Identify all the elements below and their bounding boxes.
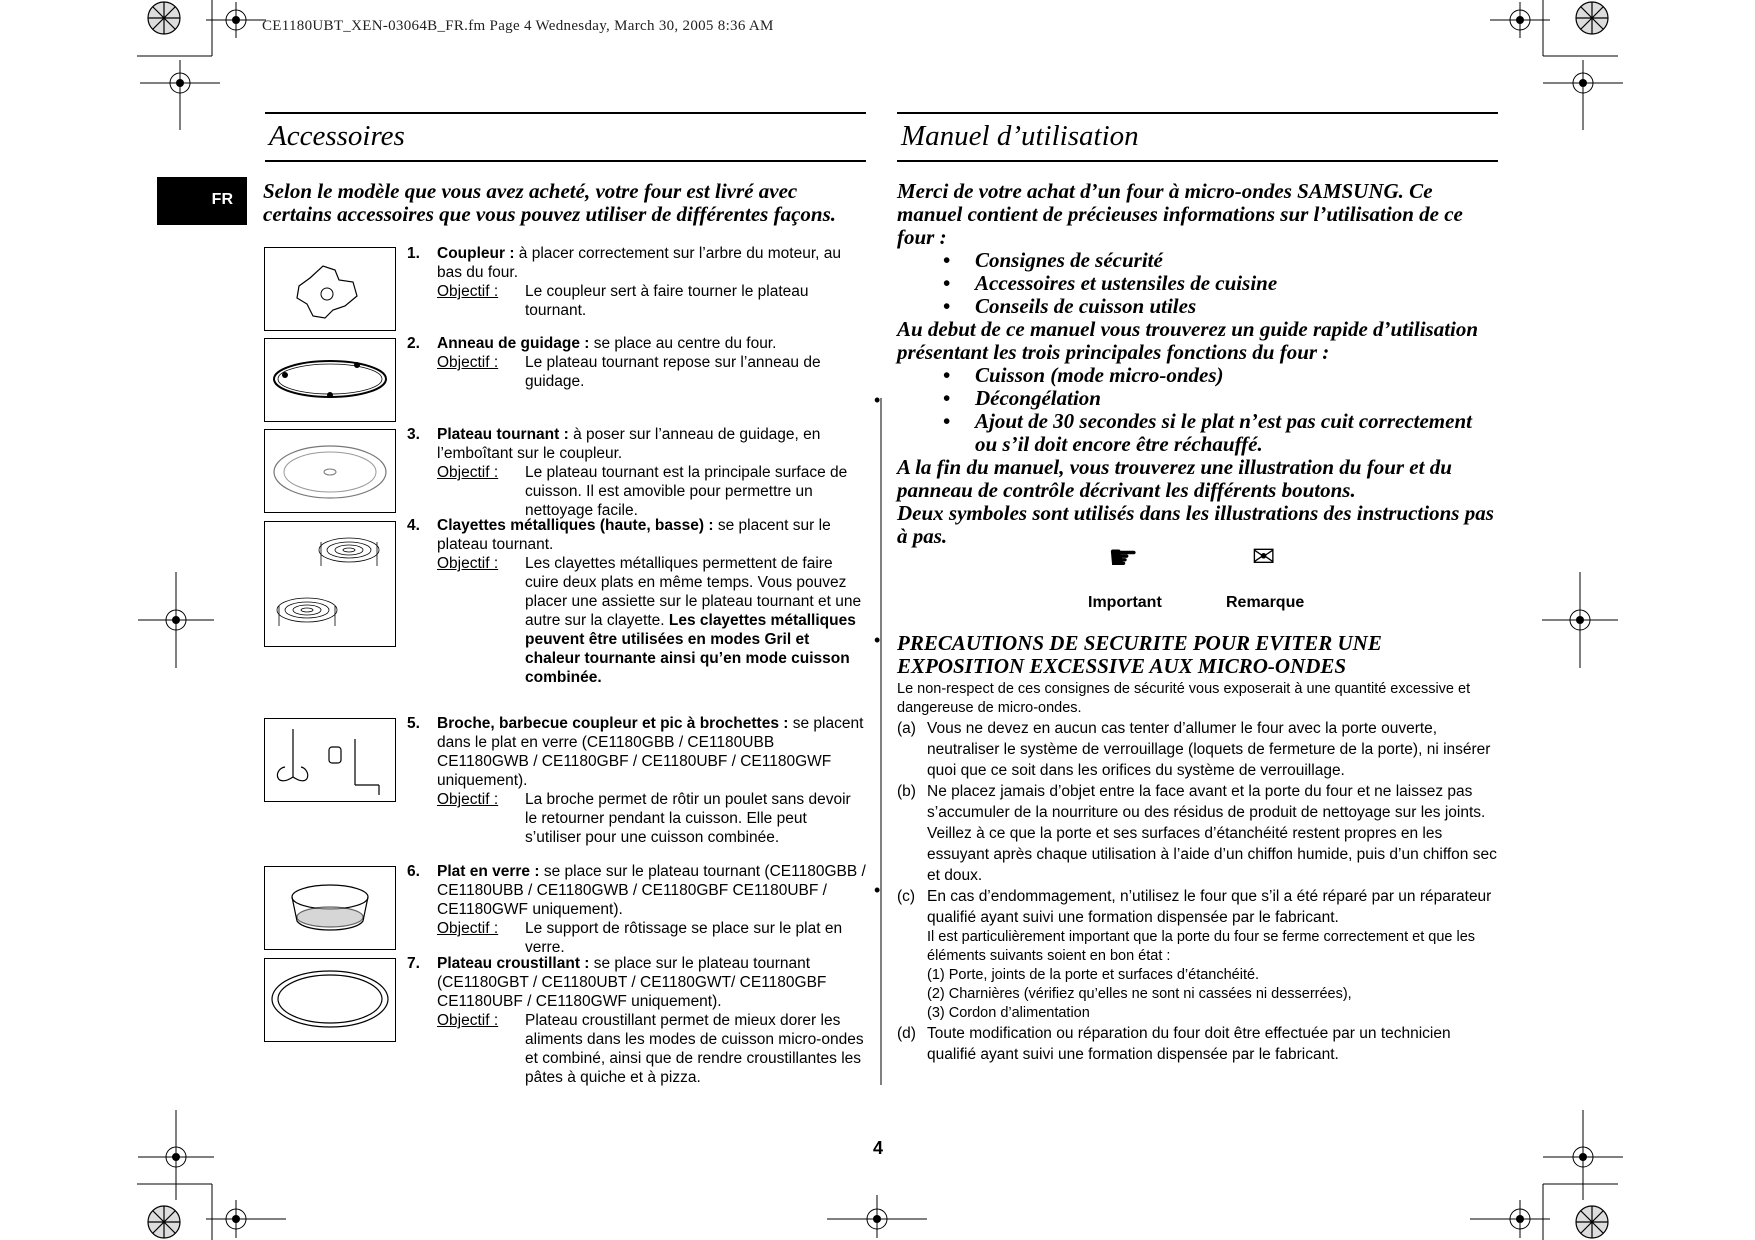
manual-intro: Merci de votre achat d’un four à micro-ondes SAMSUNG. Ce manuel contient de précieuses informations sur l’utilisation de ce four : • Consignes de sécurité • Accessoires et ustensiles de cuisine • Conseils de cuisson utiles Au debut de ce manuel vous trouverez un guide rapide d’utilisation présentant les trois principales fonctions du four : • Cuisson (mode micro-ondes) • Décongélation • Ajout de 30 secondes si le plat n’est pas cuit correctement ou s’il doit encore être réchauffé. A la fin du manuel, vous trouverez une illustration du four et du panneau de contrôle décrivant les différents boutons. Deux symboles sont utilisés dans les illustrations des instructions pas à pas. — [897, 180, 1497, 548]
page-number: 4 — [873, 1138, 884, 1158]
important-label: Important — [1088, 594, 1162, 611]
bullet-dot: • — [874, 390, 881, 410]
pointing-hand-icon: ☛ — [1108, 538, 1139, 578]
intro-bullet: • Cuisson (mode micro-ondes) — [897, 364, 1497, 387]
accessory-item: 3. Plateau tournant : à poser sur l’anneau de guidage, en l’emboîtant sur le coupleur. Objectif : Le plateau tournant est la principale surface de cuisson. Il est amovible pour permettre un nettoyage facile. — [407, 426, 848, 519]
accessory-item: 7. Plateau croustillant : se place sur le plateau tournant (CE1180GBT / CE1180UBT / CE1180GWT/ CE1180GBF CE1180UBF / CE1180GWF uniquement). Objectif : Plateau croustillant permet de mieux dorer les aliments dans les modes de cuisson micro-ondes et combiné, ainsi que de rendre croustillantes les pâtes à quiche et à pizza. — [407, 955, 864, 1086]
metal-racks-image — [264, 521, 396, 647]
precaution-item: (a) Vous ne devez en aucun cas tenter d’allumer le four avec la porte ouverte, neutraliser le système de verrouillage (loquets de fermeture de la porte), ni insérer quoi que ce soit dans les orifices du système de verrouillage. — [897, 720, 1491, 779]
precaution-c-list-item: (2) Charnières (vérifiez qu’elles ne sont ni cassées ni desserrées), — [927, 986, 1352, 1002]
rotisserie-image — [264, 718, 396, 802]
precautions-body: Le non-respect de ces consignes de sécurité vous exposerait à une quantité excessive et dangereuse de micro-ondes. (a) Vous ne devez en aucun cas tenter d’allumer le four avec la porte ouverte, neutraliser le système de verrouillage (loquets de fermeture de la porte), ni insérer quoi que ce soit dans les orifices du système de verrouillage. (b) Ne placez jamais d’objet entre la face avant et la porte du four et ne laissez pas s’accumuler de la nourriture ou des résidus de produit de nettoyage sur les joints. Veillez à ce que la porte et ses surfaces d’étanchéité restent propres en les essuyant après chaque utilisation à l’aide d’un chiffon humide, puis d’un chiffon sec et doux. (c) En cas d’endommagement, n’utilisez le four que s’il a été réparé par un réparateur qualifié ayant suivi une formation dispensée par le fabricant. Il est particulièrement important que la porte du four se ferme correctement et que les éléments suivants soient en bon état : (1) Porte, joints de la porte et surfaces d’étanchéité. (2) Charnières (vérifiez qu’elles ne sont ni cassées ni desserrées), (3) Cordon d’alimentation (d) Toute modification ou réparation du four doit être effectuée par un technicien qualifié ayant suivi une formation dispensée par le fabricant. — [897, 681, 1497, 1063]
remark-label: Remarque — [1226, 594, 1305, 611]
accessories-intro: Selon le modèle que vous avez acheté, votre four est livré avec certains accessoires que vous pouvez utiliser de différentes façons. — [263, 179, 836, 226]
manual-title: Manuel d’utilisation — [897, 112, 1498, 162]
precaution-item: (c) En cas d’endommagement, n’utilisez le four que s’il a été réparé par un réparateur qualifié ayant suivi une formation dispensée par le fabricant. — [897, 888, 1492, 926]
accessories-title: Accessoires — [265, 112, 866, 162]
accessory-item: 4. Clayettes métalliques (haute, basse) : se placent sur le plateau tournant. Objectif : Les clayettes métalliques permettent de faire cuire deux plats en même temps. Vous pouvez placer une assiette sur le plateau tournant et une autre sur la clayette. Les clayettes métalliques peuvent être utilisées en modes Gril et chaleur tournante ainsi qu’en mode cuisson combinée. — [407, 517, 862, 686]
coupler-image — [264, 247, 396, 331]
precaution-item: (b) Ne placez jamais d’objet entre la face avant et la porte du four et ne laissez pas s’accumuler de la nourriture ou des résidus de produit de nettoyage sur les joints. Veillez à ce que la porte et ses surfaces d’étanchéité restent propres en les essuyant après chaque utilisation à l’aide d’un chiffon humide, puis d’un chiffon sec et doux. — [897, 783, 1497, 884]
intro-bullet: • Consignes de sécurité — [897, 249, 1497, 272]
accessory-item: 2. Anneau de guidage : se place au centre du four. Objectif : Le plateau tournant repose sur l’anneau de guidage. — [407, 335, 821, 390]
precaution-c-list-item: (3) Cordon d’alimentation — [927, 1005, 1090, 1021]
intro-bullet: • Accessoires et ustensiles de cuisine — [897, 272, 1497, 295]
precaution-item: (d) Toute modification ou réparation du four doit être effectuée par un technicien qualifié ayant suivi une formation dispensée par le fabricant. — [897, 1025, 1451, 1063]
precaution-c-note: Il est particulièrement important que la porte du four se ferme correctement et que les éléments suivants soient en bon état : — [927, 929, 1476, 964]
accessory-item: 5. Broche, barbecue coupleur et pic à brochettes : se placent dans le plat en verre (CE1180GBB / CE1180UBB CE1180GWB / CE1180GBF / CE1180UBF / CE1180GWF uniquement). Objectif : La broche permet de rôtir un poulet sans devoir le retourner pendant la cuisson. Elle peut s’utiliser pour une cuisson combinée. — [407, 715, 864, 846]
precaution-c-list-item: (1) Porte, joints de la porte et surfaces d’étanchéité. — [927, 967, 1260, 983]
language-tab: FR — [157, 177, 247, 225]
roller-ring-image — [264, 338, 396, 422]
envelope-icon: ✉ — [1252, 540, 1276, 573]
accessory-item: 6. Plat en verre : se place sur le plateau tournant (CE1180GBB / CE1180UBB / CE1180GWB / CE1180GBF CE1180UBF / CE1180GWF uniquement). Objectif : Le support de rôtissage se place sur le plat en verre. — [407, 863, 866, 956]
intro-bullet: • Conseils de cuisson utiles — [897, 295, 1497, 318]
intro-bullet: • Décongélation — [897, 387, 1497, 410]
file-header: CE1180UBT_XEN-03064B_FR.fm Page 4 Wednesday, March 30, 2005 8:36 AM — [262, 18, 774, 34]
intro-bullet: • Ajout de 30 secondes si le plat n’est pas cuit correctement ou s’il doit encore être réchauffé. — [897, 410, 1497, 456]
accessory-item: 1. Coupleur : à placer correctement sur l’arbre du moteur, au bas du four. Objectif : Le coupleur sert à faire tourner le plateau tournant. — [407, 245, 842, 319]
crusty-plate-image — [264, 958, 396, 1042]
bullet-dot: • — [874, 880, 881, 900]
glass-dish-image — [264, 866, 396, 950]
bullet-dot: • — [874, 630, 881, 650]
precautions-title: PRECAUTIONS DE SECURITE POUR EVITER UNE EXPOSITION EXCESSIVE AUX MICRO-ONDES — [897, 631, 1382, 678]
turntable-image — [264, 429, 396, 513]
